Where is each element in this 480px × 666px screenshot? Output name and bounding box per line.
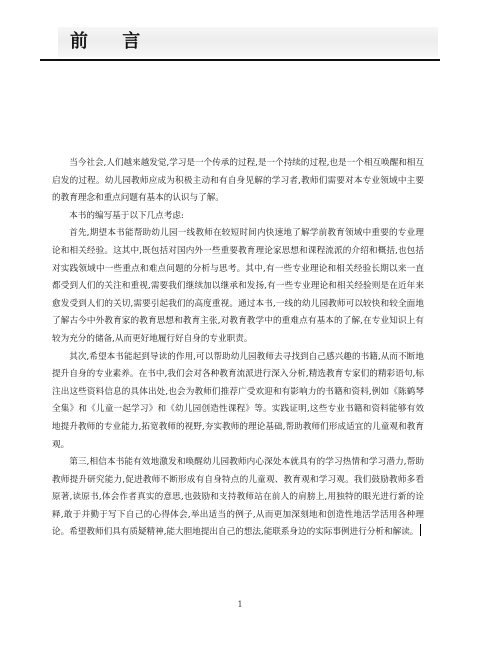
paragraph-considerations: 本书的编写基于以下几点考虑: [69,210,184,221]
paragraph-third-text: 第三,相信本书能有效地激发和唤醒幼儿园教师内心深处本就具有的学习热情和学习潜力,帮助教师提升研究能力,促进教师不断形成有自身特点的儿童观、教育观和学习观。我们鼓励教师多看原著,读原书,体会作者真实的意思,也鼓励和支持教师站在前人的肩膀上,用独特的眼光进行新的诠释,敢于并勤于写下自己的心得体会,举出适当的例子,从而更加深刻地和创造性地活学活用各种理论。希望教师们具有质疑精神,能大胆地提出自己的想法,能联系身边的实际事例进行分析和解读。 [52,457,424,538]
body-text [52,155,424,542]
text-cursor [420,524,421,536]
paragraph-third [52,454,424,542]
paragraph-intro: 当今社会,人们越来越发觉,学习是一个传承的过程,是一个持续的过程,也是一个相互唤醒和相互启发的过程。幼儿园教师应成为积极主动和有自身见解的学习者,教师们需要对本专业领域中主要的教育理念和重点问题有基本的认识与了解。 [52,158,424,204]
page-number: 1 [237,600,243,609]
paragraph-second: 其次,希望本书能起到导读的作用,可以帮助幼儿园教师去寻找到自己感兴趣的书籍,从而不断地提升自身的专业素养。在书中,我们会对各种教育流派进行深入分析,精选教育专家们的精彩语句,标注出这些资料信息的具体出处,也会为教师们推荐广受欢迎和有影响力的书籍和资料,例如《陈鹤琴全集》和《儿童一起学习》和《幼儿园创造性课程》等。实践证明,这些专业书籍和资料能够有效地提升教师的专业能力,拓宽教师的视野,夯实教师的理论基础,帮助教师们形成适宜的儿童观和教育观。 [52,351,424,450]
page-title: 前 言 [70,31,155,52]
header-rule [40,59,440,61]
paragraph-first: 首先,期望本书能帮助幼儿园一线教师在较短时间内快速地了解学前教育领域中重要的专业理论和相关经验。这其中,既包括对国内外一些重要教育理论家思想和课程流派的介绍和概括,也包括对实践领域中一些重点和难点问题的分析与思考。其中,有一些专业理论和相关经验长期以来一直都受到人们的关注和重视,需要我们继续加以继承和发扬,有一些专业理论和相关经验则是在近年来愈发受到人们的关切,需要引起我们的高度重视。通过本书,一线的幼儿园教师可以较快和较全面地了解古今中外教育家的教育思想和教育主张,对教育教学中的重难点有基本的了解,在专业知识上有较为充分的储备,从而更好地履行好自身的专业职责。 [52,228,424,344]
